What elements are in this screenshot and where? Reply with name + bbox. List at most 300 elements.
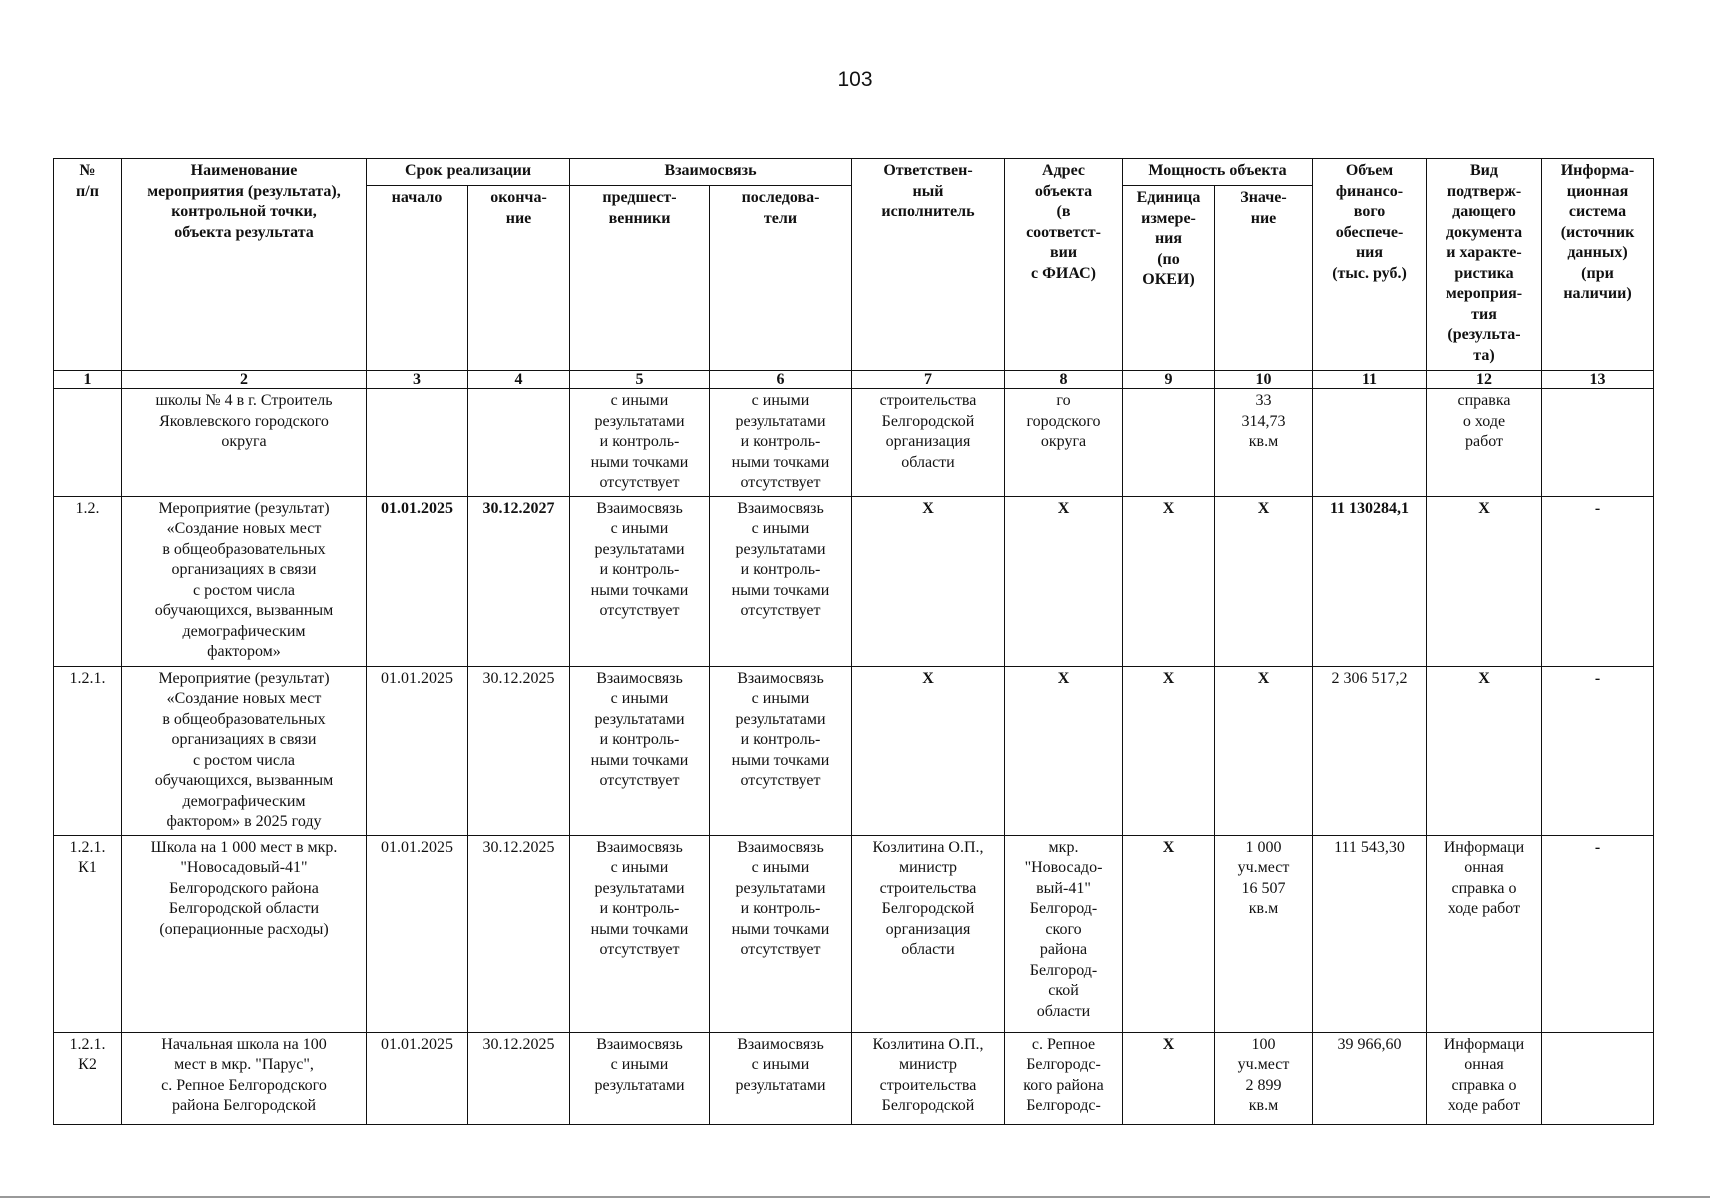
cell-responsible bbox=[852, 835, 1005, 1032]
text-line: результатами bbox=[735, 540, 826, 558]
text-line: мкр. bbox=[1048, 838, 1079, 856]
text-line: и контроль- bbox=[740, 561, 821, 578]
text-line: фактором» bbox=[207, 643, 281, 660]
text-line: ными точками bbox=[731, 920, 830, 938]
text-line: (по bbox=[1157, 250, 1180, 268]
text-line: обучающихся, вызванным bbox=[154, 772, 334, 789]
header-document bbox=[1427, 159, 1542, 371]
text-line: Объем bbox=[1345, 162, 1394, 179]
text-line: (тыс. руб.) bbox=[1332, 264, 1407, 282]
cell-predecessors bbox=[570, 496, 710, 666]
cell-unit bbox=[1123, 496, 1215, 666]
table-row bbox=[54, 835, 1654, 1032]
text-line: ристика bbox=[1454, 264, 1514, 282]
text-line: тели bbox=[763, 209, 798, 227]
text-line: и характе- bbox=[1446, 244, 1522, 261]
scan-bottom-edge bbox=[0, 1196, 1710, 1198]
text-line: Взаимосвязь bbox=[737, 669, 824, 687]
cell-unit bbox=[1123, 666, 1215, 835]
text-line: документа bbox=[1445, 223, 1523, 241]
text-line: Ответствен- bbox=[883, 162, 973, 179]
text-line: Х bbox=[1162, 499, 1175, 517]
text-line: района Белгородской bbox=[171, 1097, 317, 1114]
text-line: Информаци bbox=[1443, 838, 1525, 856]
text-line: ходе работ bbox=[1447, 1097, 1521, 1114]
header-value bbox=[1215, 186, 1313, 371]
cell-document bbox=[1427, 835, 1542, 1032]
text-line: обучающихся, вызванным bbox=[154, 602, 334, 619]
column-number: 8 bbox=[1005, 371, 1123, 389]
cell-name bbox=[122, 1032, 367, 1124]
text-line: вии bbox=[1049, 244, 1078, 261]
column-number: 2 bbox=[122, 371, 367, 389]
text-line: результатами bbox=[735, 412, 826, 430]
text-line: венники bbox=[608, 209, 671, 227]
text-line: кого района bbox=[1023, 1076, 1104, 1094]
cell-name bbox=[122, 496, 367, 666]
text-line: с. Репное Белгородского bbox=[161, 1076, 327, 1094]
text-line: Начальная школа на 100 bbox=[161, 1035, 327, 1053]
text-line: организациях в связи bbox=[171, 731, 317, 748]
text-line: отсутствует bbox=[740, 941, 821, 958]
column-number: 5 bbox=[570, 371, 710, 389]
text-line: с иными bbox=[751, 520, 810, 537]
text-line: Яковлевского городского bbox=[159, 412, 329, 430]
text-line: п/п bbox=[76, 182, 99, 200]
text-line: с иными bbox=[751, 859, 810, 876]
text-line: ный bbox=[912, 182, 944, 200]
text-line: Белгородс- bbox=[1026, 1097, 1101, 1114]
cell-document bbox=[1427, 666, 1542, 835]
text-line: вый-41" bbox=[1036, 879, 1091, 897]
text-line: строительства bbox=[879, 392, 977, 409]
cell-address bbox=[1005, 1032, 1123, 1124]
cell-successors bbox=[710, 1032, 852, 1124]
text-line: результатами bbox=[735, 1076, 826, 1094]
text-line: результатами bbox=[735, 710, 826, 728]
text-line: Белгородской области bbox=[168, 900, 320, 917]
text-line: ОКЕИ) bbox=[1142, 271, 1195, 288]
header-name bbox=[122, 159, 367, 371]
text-line: с иными bbox=[610, 1056, 669, 1073]
text-line: результатами bbox=[594, 540, 685, 558]
text-line: работ bbox=[1464, 433, 1504, 450]
cell-finance: 2 306 517,2 bbox=[1313, 666, 1427, 835]
text-line: тия bbox=[1471, 305, 1497, 323]
text-line: мероприятия (результата), bbox=[147, 182, 341, 200]
text-line: и контроль- bbox=[599, 900, 680, 917]
cell-predecessors bbox=[570, 1032, 710, 1124]
text-line: строительства bbox=[879, 1076, 977, 1094]
cell-finance: 39 966,60 bbox=[1313, 1032, 1427, 1124]
column-number: 7 bbox=[852, 371, 1005, 389]
text-line: 100 bbox=[1251, 1035, 1276, 1053]
cell-end-date: 30.12.2025 bbox=[468, 835, 570, 1032]
text-line: Х bbox=[1257, 499, 1270, 517]
text-line: Информа- bbox=[1560, 162, 1635, 179]
cell-unit bbox=[1123, 1032, 1215, 1124]
column-number: 9 bbox=[1123, 371, 1215, 389]
text-line: 1 000 bbox=[1245, 838, 1282, 856]
text-line: объекта результата bbox=[174, 223, 314, 241]
header-end bbox=[468, 186, 570, 371]
cell-successors bbox=[710, 496, 852, 666]
cell-address bbox=[1005, 835, 1123, 1032]
text-line: результатами bbox=[594, 412, 685, 430]
text-line: организация bbox=[885, 433, 971, 450]
column-number: 10 bbox=[1215, 371, 1313, 389]
text-line: № bbox=[79, 162, 96, 179]
cell-unit bbox=[1123, 389, 1215, 497]
text-line: отсутствует bbox=[740, 772, 821, 789]
text-line: Мероприятие (результат) bbox=[158, 669, 330, 687]
text-line: вого bbox=[1353, 203, 1386, 220]
cell-system: - bbox=[1542, 496, 1654, 666]
text-line: ными точками bbox=[590, 751, 689, 769]
text-line: онная bbox=[1464, 1056, 1504, 1073]
cell-end-date bbox=[468, 389, 570, 497]
text-line: 1.2.1. bbox=[69, 669, 106, 687]
text-line: К2 bbox=[78, 1056, 97, 1073]
cell-address bbox=[1005, 389, 1123, 497]
text-line: Х bbox=[1257, 669, 1270, 687]
table-row bbox=[54, 1032, 1654, 1124]
text-line: Белгородского района bbox=[169, 879, 319, 897]
text-line: результатами bbox=[594, 710, 685, 728]
cell-responsible bbox=[852, 389, 1005, 497]
table-row bbox=[54, 496, 1654, 666]
cell-successors bbox=[710, 835, 852, 1032]
text-line: Наименование bbox=[190, 162, 298, 179]
text-line: Х bbox=[1162, 1035, 1175, 1053]
text-line: наличии) bbox=[1563, 285, 1632, 302]
text-line: Взаимосвязь bbox=[596, 1035, 683, 1053]
table-row bbox=[54, 389, 1654, 497]
text-line: Мероприятие (результат) bbox=[158, 499, 330, 517]
text-line: ционная bbox=[1566, 182, 1629, 200]
text-line: отсутствует bbox=[599, 602, 680, 619]
text-line: с иными bbox=[610, 392, 669, 409]
cell-address bbox=[1005, 496, 1123, 666]
text-line: Взаимосвязь bbox=[596, 838, 683, 856]
text-line: подтверж- bbox=[1446, 182, 1522, 200]
cell-name bbox=[122, 389, 367, 497]
text-line: Взаимосвязь bbox=[737, 1035, 824, 1053]
text-line: (источник bbox=[1560, 223, 1635, 241]
column-number: 3 bbox=[367, 371, 468, 389]
text-line: 314,73 bbox=[1241, 412, 1286, 430]
cell-value bbox=[1215, 835, 1313, 1032]
header-unit bbox=[1123, 186, 1215, 371]
text-line: результатами bbox=[594, 1076, 685, 1094]
text-line: области bbox=[1036, 1002, 1091, 1020]
text-line: и контроль- bbox=[740, 433, 821, 450]
text-line: 2 899 bbox=[1245, 1076, 1282, 1094]
text-line: отсутствует bbox=[599, 772, 680, 789]
text-line: Белгородской bbox=[881, 900, 975, 917]
text-line: К1 bbox=[78, 859, 97, 876]
text-line: "Новосадо- bbox=[1024, 859, 1103, 876]
text-line: области bbox=[901, 453, 955, 471]
text-line: Взаимосвязь bbox=[596, 669, 683, 687]
header-start: начало bbox=[367, 186, 468, 371]
cell-end-date: 30.12.2025 bbox=[468, 1032, 570, 1124]
cell-finance: 11 130284,1 bbox=[1313, 496, 1427, 666]
text-line: «Создание новых мест bbox=[166, 520, 322, 537]
text-line: отсутствует bbox=[740, 602, 821, 619]
text-line: с. Репное bbox=[1031, 1035, 1096, 1053]
text-line: строительства bbox=[879, 879, 977, 897]
text-line: справка о bbox=[1451, 879, 1517, 897]
text-line: района bbox=[1039, 941, 1088, 958]
header-finance bbox=[1313, 159, 1427, 371]
text-line: 1.2.1. bbox=[69, 1035, 106, 1053]
column-number: 11 bbox=[1313, 371, 1427, 389]
text-line: школы № 4 в г. Строитель bbox=[155, 392, 333, 409]
cell-value bbox=[1215, 666, 1313, 835]
header-number bbox=[54, 159, 122, 371]
text-line: организация bbox=[885, 920, 971, 938]
text-line: Х bbox=[1057, 669, 1070, 687]
text-line: Х bbox=[1162, 838, 1175, 856]
text-line: исполнитель bbox=[881, 203, 975, 220]
header-address bbox=[1005, 159, 1123, 371]
cell-start-date: 01.01.2025 bbox=[367, 496, 468, 666]
text-line: данных) bbox=[1567, 244, 1628, 261]
cell-end-date: 30.12.2025 bbox=[468, 666, 570, 835]
cell-responsible bbox=[852, 666, 1005, 835]
text-line: Х bbox=[1162, 669, 1175, 687]
text-line: городского bbox=[1026, 412, 1101, 430]
text-line: с ростом числа bbox=[193, 751, 295, 769]
cell-finance bbox=[1313, 389, 1427, 497]
text-line: измере- bbox=[1141, 209, 1196, 227]
cell-number bbox=[54, 666, 122, 835]
text-line: Белгородской bbox=[881, 412, 975, 430]
text-line: Адрес bbox=[1042, 162, 1085, 179]
text-line: демографическим bbox=[182, 792, 306, 810]
cell-start-date: 01.01.2025 bbox=[367, 835, 468, 1032]
cell-start-date: 01.01.2025 bbox=[367, 666, 468, 835]
text-line: (при bbox=[1581, 264, 1614, 282]
text-line: Взаимосвязь bbox=[596, 499, 683, 517]
text-line: "Новосадовый-41" bbox=[180, 859, 308, 876]
column-number: 13 bbox=[1542, 371, 1654, 389]
cell-successors bbox=[710, 666, 852, 835]
text-line: 1.2. bbox=[75, 499, 100, 517]
text-line: обеспече- bbox=[1335, 223, 1404, 241]
column-number-row bbox=[54, 371, 1654, 389]
text-line: Белгородс- bbox=[1026, 1056, 1101, 1073]
header-relations: Взаимосвязь bbox=[570, 159, 852, 186]
text-line: ходе работ bbox=[1447, 900, 1521, 917]
text-line: с иными bbox=[751, 1056, 810, 1073]
text-line: Значе- bbox=[1240, 189, 1287, 206]
cell-start-date bbox=[367, 389, 468, 497]
text-line: Белгородской bbox=[881, 1097, 975, 1114]
text-line: ской bbox=[1048, 982, 1079, 999]
text-line: отсутствует bbox=[740, 474, 821, 491]
cell-name bbox=[122, 666, 367, 835]
text-line: и контроль- bbox=[599, 731, 680, 748]
text-line: отсутствует bbox=[599, 941, 680, 958]
text-line: справка bbox=[1457, 392, 1511, 409]
cell-value bbox=[1215, 496, 1313, 666]
text-line: ными точками bbox=[590, 581, 689, 599]
cell-predecessors bbox=[570, 389, 710, 497]
text-line: Козлитина О.П., bbox=[872, 1035, 984, 1053]
text-line: с иными bbox=[610, 690, 669, 707]
text-line: ными точками bbox=[590, 453, 689, 471]
table-header bbox=[54, 159, 1654, 389]
text-line: Козлитина О.П., bbox=[872, 838, 984, 856]
text-line: 33 bbox=[1255, 392, 1272, 409]
cell-number bbox=[54, 835, 122, 1032]
text-line: отсутствует bbox=[599, 474, 680, 491]
text-line: справка о bbox=[1451, 1076, 1517, 1094]
text-line: министр bbox=[898, 859, 958, 876]
text-line: и контроль- bbox=[740, 731, 821, 748]
cell-name bbox=[122, 835, 367, 1032]
cell-system bbox=[1542, 389, 1654, 497]
text-line: с иными bbox=[751, 392, 810, 409]
column-number: 6 bbox=[710, 371, 852, 389]
text-line: «Создание новых мест bbox=[166, 690, 322, 707]
header-responsible bbox=[852, 159, 1005, 371]
cell-predecessors bbox=[570, 666, 710, 835]
text-line: система bbox=[1568, 203, 1627, 220]
header-predecessors bbox=[570, 186, 710, 371]
cell-value bbox=[1215, 389, 1313, 497]
text-line: финансо- bbox=[1335, 182, 1404, 200]
text-line: оконча- bbox=[490, 189, 547, 206]
text-line: 16 507 bbox=[1241, 879, 1286, 897]
header-successors bbox=[710, 186, 852, 371]
text-line: с иными bbox=[610, 859, 669, 876]
text-line: ния bbox=[1355, 244, 1384, 261]
text-line: Х bbox=[1478, 669, 1490, 687]
text-line: ными точками bbox=[731, 453, 830, 471]
text-line: области bbox=[901, 941, 955, 958]
text-line: фактором» в 2025 году bbox=[166, 813, 322, 830]
text-line: организациях в связи bbox=[171, 561, 317, 578]
table-row bbox=[54, 666, 1654, 835]
text-line: соответст- bbox=[1026, 223, 1101, 241]
cell-unit bbox=[1123, 835, 1215, 1032]
text-line: и контроль- bbox=[740, 900, 821, 917]
text-line: 1.2.1. bbox=[69, 838, 106, 856]
text-line: о ходе bbox=[1462, 412, 1506, 430]
text-line: с ростом числа bbox=[193, 581, 295, 599]
text-line: ние bbox=[505, 209, 532, 227]
text-line: ными точками bbox=[731, 581, 830, 599]
cell-finance: 111 543,30 bbox=[1313, 835, 1427, 1032]
table-body bbox=[54, 389, 1654, 1125]
header-system bbox=[1542, 159, 1654, 371]
column-number: 4 bbox=[468, 371, 570, 389]
text-line: ными точками bbox=[590, 920, 689, 938]
cell-document bbox=[1427, 496, 1542, 666]
text-line: ского bbox=[1045, 920, 1082, 938]
cell-number bbox=[54, 389, 122, 497]
header-capacity: Мощность объекта bbox=[1123, 159, 1313, 186]
text-line: Х bbox=[1057, 499, 1070, 517]
page-number: 103 bbox=[837, 68, 873, 91]
text-line: уч.мест bbox=[1237, 859, 1290, 876]
text-line: (в bbox=[1056, 203, 1071, 220]
column-number: 12 bbox=[1427, 371, 1542, 389]
cell-number bbox=[54, 496, 122, 666]
text-line: контрольной точки, bbox=[171, 203, 317, 220]
cell-responsible bbox=[852, 496, 1005, 666]
text-line: Школа на 1 000 мест в мкр. bbox=[150, 838, 338, 856]
text-line: округа bbox=[221, 433, 267, 450]
text-line: округа bbox=[1040, 433, 1087, 450]
text-line: результатами bbox=[735, 879, 826, 897]
text-line: Белгород- bbox=[1029, 900, 1098, 917]
text-line: кв.м bbox=[1248, 900, 1279, 917]
activities-table bbox=[53, 158, 1654, 1125]
text-line: и контроль- bbox=[599, 433, 680, 450]
text-line: Вид bbox=[1470, 162, 1498, 179]
text-line: демографическим bbox=[182, 622, 306, 640]
text-line: Взаимосвязь bbox=[737, 499, 824, 517]
cell-responsible bbox=[852, 1032, 1005, 1124]
text-line: кв.м bbox=[1248, 433, 1279, 450]
cell-value bbox=[1215, 1032, 1313, 1124]
cell-address bbox=[1005, 666, 1123, 835]
text-line: кв.м bbox=[1248, 1097, 1279, 1114]
text-line: ние bbox=[1250, 209, 1277, 227]
text-line: (результа- bbox=[1447, 326, 1521, 343]
text-line: мест в мкр. "Парус", bbox=[174, 1056, 314, 1073]
text-line: объекта bbox=[1034, 182, 1093, 200]
text-line: в общеобразовательных bbox=[162, 540, 326, 558]
text-line: и контроль- bbox=[599, 561, 680, 578]
text-line: уч.мест bbox=[1237, 1056, 1290, 1073]
text-line: та) bbox=[1473, 346, 1495, 364]
cell-end-date: 30.12.2027 bbox=[468, 496, 570, 666]
text-line: министр bbox=[898, 1056, 958, 1073]
text-line: онная bbox=[1464, 859, 1504, 876]
text-line: последова- bbox=[741, 189, 820, 206]
text-line: Информаци bbox=[1443, 1035, 1525, 1053]
text-line: в общеобразовательных bbox=[162, 710, 326, 728]
text-line: мероприя- bbox=[1445, 285, 1523, 302]
header-period: Срок реализации bbox=[367, 159, 570, 186]
text-line: дающего bbox=[1452, 203, 1516, 220]
cell-system: - bbox=[1542, 666, 1654, 835]
cell-number bbox=[54, 1032, 122, 1124]
text-line: (операционные расходы) bbox=[159, 920, 329, 938]
cell-successors bbox=[710, 389, 852, 497]
cell-document bbox=[1427, 1032, 1542, 1124]
text-line: Единица bbox=[1136, 189, 1201, 206]
cell-document bbox=[1427, 389, 1542, 497]
text-line: с иными bbox=[751, 690, 810, 707]
cell-predecessors bbox=[570, 835, 710, 1032]
text-line: Х bbox=[922, 499, 934, 517]
cell-start-date: 01.01.2025 bbox=[367, 1032, 468, 1124]
text-line: результатами bbox=[594, 879, 685, 897]
text-line: ния bbox=[1154, 230, 1183, 247]
column-number: 1 bbox=[54, 371, 122, 389]
text-line: с ФИАС) bbox=[1031, 264, 1096, 282]
text-line: го bbox=[1056, 392, 1071, 409]
text-line: Взаимосвязь bbox=[737, 838, 824, 856]
text-line: с иными bbox=[610, 520, 669, 537]
text-line: ными точками bbox=[731, 751, 830, 769]
